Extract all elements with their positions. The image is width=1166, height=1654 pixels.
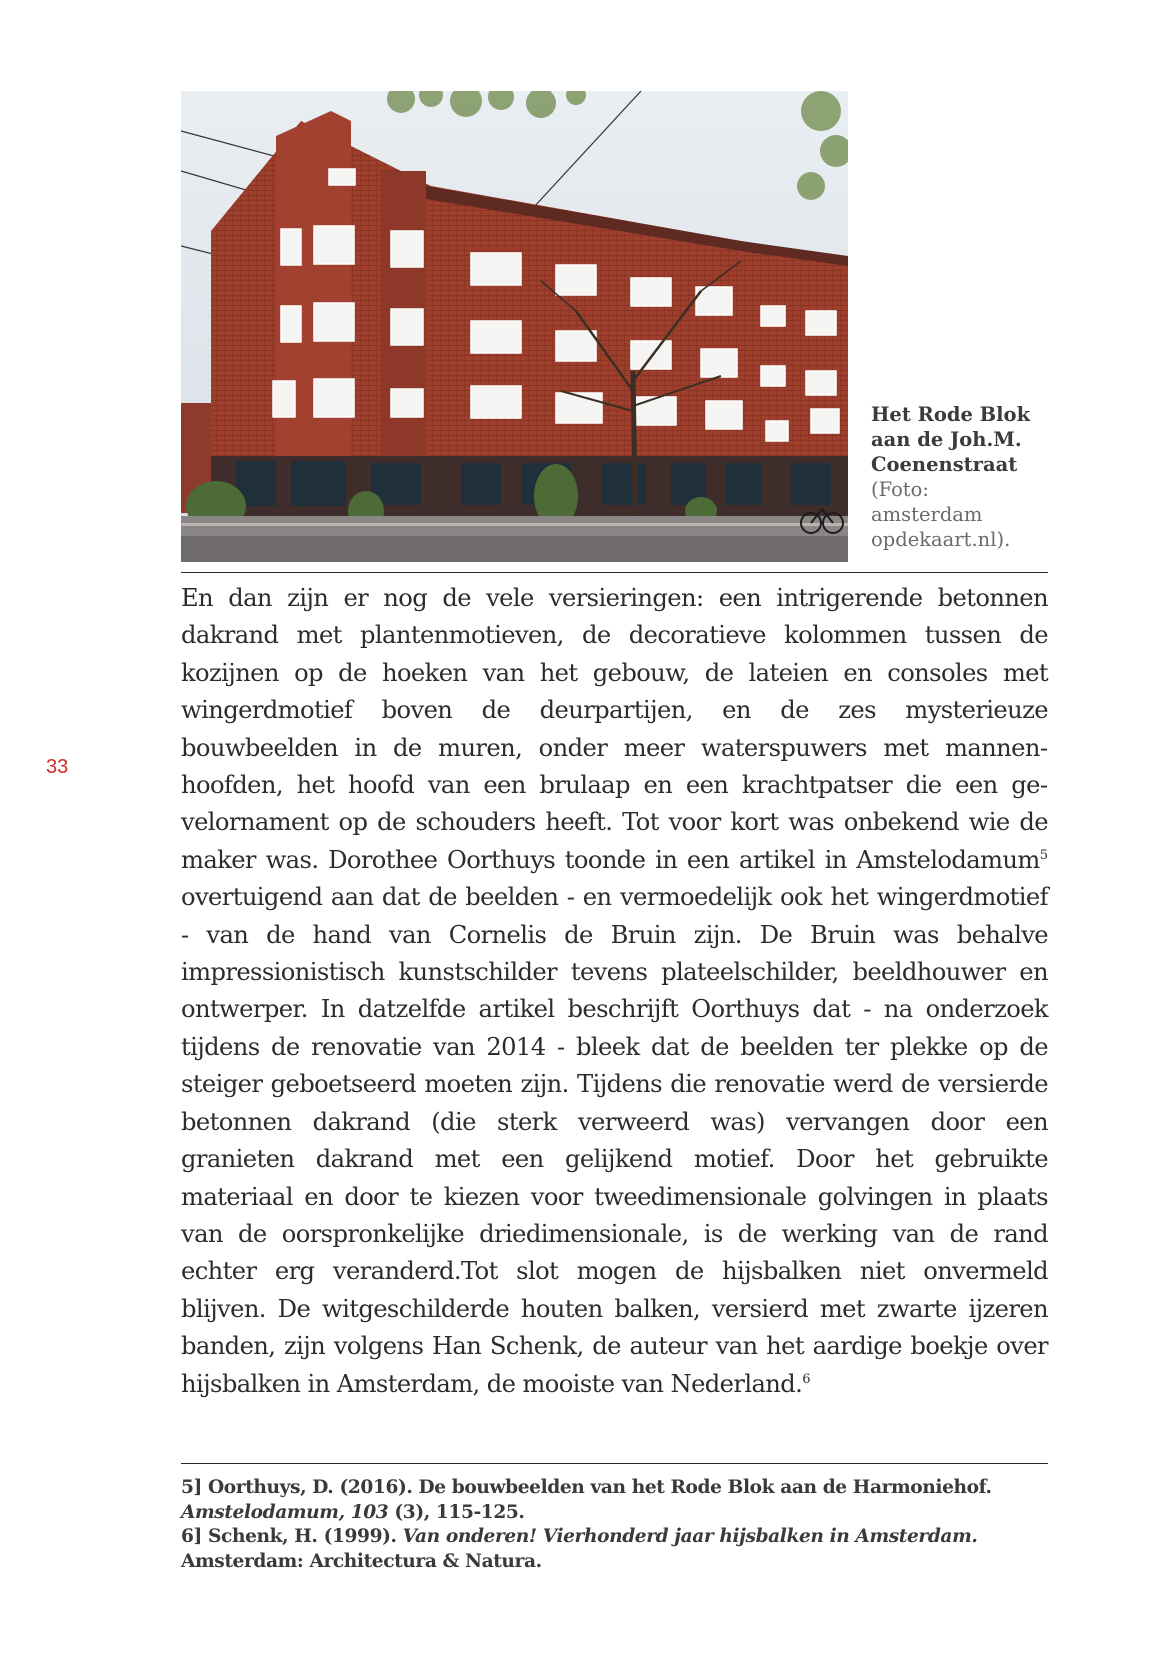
footnote-5-journal: Amstelodamum, 103 <box>181 1501 389 1523</box>
footnote-5 <box>181 1476 1061 1525</box>
caption-source-line: (Foto: <box>871 478 929 501</box>
caption-source-line: opdekaart.nl). <box>871 528 1011 551</box>
body-text-part-1: En dan zijn er nog de vele versieringen: een intrigerende betonnen dakrand met plantenmotieven, de decoratieve kolommen tussen de kozijnen op de hoeken van het gebouw, de lateien en consoles met wingerdmotief boven de deurpartijen, en de zes mysterieuze bouwbeelden in de muren, onder meer waterspuwers met mannenhoofden, het hoofd van een brulaap en een krachtpatser die een gevelornament op de schouders heeft. Tot voor kort was onbekend wie de maker was. Dorothee Oorthuys toonde in een artikel in Amstelodamum <box>181 584 1048 874</box>
body-paragraph <box>181 580 1048 1403</box>
footnote-ref-5: 5 <box>1039 847 1048 863</box>
building-photo-icon <box>181 91 848 562</box>
footnote-6-title: Van onderen! Vierhonderd jaar hijsbalken in Amsterdam. <box>402 1526 978 1548</box>
footnote-6-lead: 6] Schenk, H. (1999). <box>181 1526 403 1548</box>
footnote-5-lead: 5] Oorthuys, D. (2016). De bouwbeelden van het Rode Blok aan de Harmoniehof. <box>181 1477 992 1498</box>
page-number: 33 <box>46 756 69 778</box>
caption-title-line: Het Rode Blok <box>871 403 1031 426</box>
footnote-ref-6: 6 <box>802 1371 811 1387</box>
caption-source-line: amsterdam <box>871 503 983 526</box>
footnotes <box>181 1476 1061 1574</box>
body-text-part-2: overtuigend aan dat de beelden - en vermoedelijk ook het wingerdmotief - van de hand van Cornelis de Bruin zijn. De Bruin was behalve impressionistisch kunstschilder tevens plateelschilder, beeldhouwer en ontwerper. In datzelfde artikel beschrijft Oorthuys dat - na onderzoek tijdens de renovatie van 2014 - bleek dat de beelden ter plekke op de steiger geboetseerd moeten zijn. Tijdens die renovatie werd de versierde betonnen dakrand (die sterk verweerd was) vervangen door een granieten dakrand met een gelijkend motief. Door het gebruikte materiaal en door te kiezen voor tweedimensionale golvingen in plaats van de oorspronkelijke driedimensionale, is de werking van de rand echter erg veranderd.Tot slot mogen de hijsbalken niet onvermeld blijven. De witgeschilderde houten balken, versierd met zwarte ijzeren banden, zijn volgens Han Schenk, de auteur van het aardige boekje over hijsbalken in Amsterdam, de mooiste van Nederland. <box>181 883 1048 1398</box>
photo-caption <box>871 402 1051 552</box>
caption-title-line: Coenenstraat <box>871 453 1018 476</box>
footnote-6-tail: Amsterdam: Architectura & Natura. <box>181 1550 542 1572</box>
footnote-5-tail: (3), 115-125. <box>388 1501 525 1523</box>
divider-top <box>181 572 1048 573</box>
footnote-6 <box>181 1525 1061 1574</box>
building-photo <box>181 91 848 562</box>
divider-bottom <box>181 1463 1048 1464</box>
caption-title-line: aan de Joh.M. <box>871 428 1022 451</box>
